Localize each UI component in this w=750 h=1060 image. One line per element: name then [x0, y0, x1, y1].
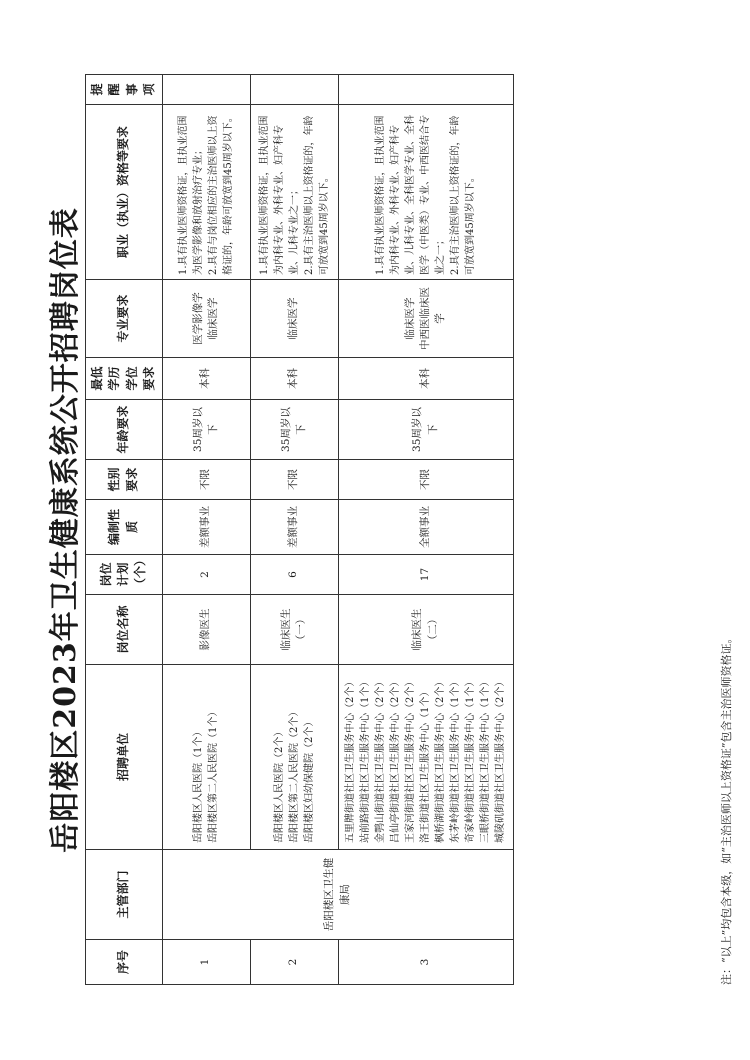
staffing-cell: 差额事业	[250, 500, 338, 555]
age-cell: 35周岁以下	[250, 400, 338, 460]
page-title: 岳阳楼区2023年卫生健康系统公开招聘岗位表	[48, 207, 83, 853]
qualification-cell	[162, 105, 250, 280]
header-dept: 主管部门	[86, 850, 163, 940]
edu-cell: 本科	[250, 358, 338, 400]
unit-item: 岳阳楼区人民医院（2个）	[273, 726, 285, 843]
header-qual: 职业（执业）资格等要求	[86, 105, 163, 280]
gender-cell: 不限	[250, 460, 338, 500]
header-units: 招聘单位	[86, 665, 163, 850]
header-seq: 序号	[86, 940, 163, 985]
gender-cell: 不限	[162, 460, 250, 500]
row-seq: 2	[250, 940, 338, 985]
remark-cell	[250, 75, 338, 105]
qualification-item: 2.具有主治医师以上资格证的，年龄可放宽到45周岁以下。	[450, 115, 477, 275]
row-seq: 3	[338, 940, 513, 985]
gender-cell: 不限	[338, 460, 513, 500]
units-cell	[338, 665, 513, 850]
header-post: 岗位名称	[86, 595, 163, 665]
header-remark: 提醒事项	[86, 75, 163, 105]
header-edu: 最低学历学位要求	[86, 358, 163, 400]
remark-cell	[338, 75, 513, 105]
major-cell: 临床医学 中西医临床医学	[338, 280, 513, 358]
recruitment-table	[85, 74, 514, 985]
staffing-cell: 全额事业	[338, 500, 513, 555]
unit-item: 岳阳楼区第二人民医院（2个）	[288, 706, 300, 843]
edu-cell: 本科	[162, 358, 250, 400]
qualification-item: 1.具有执业医师资格证，且执业范围为内科专业、外科专业、妇产科专业、儿科专业、全科医学专业、全科医学（中医类）专业、中西医结合专业之一；	[375, 115, 447, 275]
qualification-item: 2.具有与岗位相应的主治医师以上资格证的，年龄可放宽到45周岁以下。	[208, 112, 235, 275]
qualification-item: 2.具有主治医师以上资格证的，年龄可放宽到45周岁以下。	[303, 115, 330, 275]
age-cell: 35周岁以下	[162, 400, 250, 460]
plan-cell: 2	[162, 555, 250, 595]
row-seq: 1	[162, 940, 250, 985]
remark-cell	[162, 75, 250, 105]
unit-item: 五里牌街道社区卫生服务中心（2个）	[345, 676, 357, 843]
unit-item: 奇家岭街道社区卫生服务中心（1个）	[465, 676, 477, 843]
table-row	[162, 75, 250, 985]
qualification-item: 1.具有执业医师资格证，且执业范围为内科专业、外科专业、妇产科专业、儿科专业之一；	[258, 115, 300, 275]
header-staffing: 编制性质	[86, 500, 163, 555]
major-cell: 临床医学	[250, 280, 338, 358]
unit-item: 东茅岭街道社区卫生服务中心（1个）	[450, 676, 462, 843]
qualification-item: 1.具有执业医师资格证，且执业范围为医学影像和放射治疗专业；	[178, 115, 205, 275]
units-cell	[162, 665, 250, 850]
header-age: 年龄要求	[86, 400, 163, 460]
unit-item: 城陵矶街道社区卫生服务中心（2个）	[495, 676, 507, 843]
unit-item: 金鹗山街道社区卫生服务中心（2个）	[375, 676, 387, 843]
plan-cell: 17	[338, 555, 513, 595]
header-major: 专业要求	[86, 280, 163, 358]
header-gender: 性别要求	[86, 460, 163, 500]
department-cell: 岳阳楼区卫生健康局	[162, 850, 513, 940]
post-cell: 临床医生（一）	[250, 595, 338, 665]
unit-item: 站前路街道社区卫生服务中心（1个）	[360, 676, 372, 843]
edu-cell: 本科	[338, 358, 513, 400]
unit-item: 岳阳楼区第二人民医院（1个）	[208, 706, 220, 843]
table-row	[338, 75, 513, 985]
header-row	[86, 75, 163, 985]
table-row	[250, 75, 338, 985]
units-cell	[250, 665, 338, 850]
post-cell: 影像医生	[162, 595, 250, 665]
qualification-cell	[250, 105, 338, 280]
plan-cell: 6	[250, 555, 338, 595]
unit-item: 枫桥湖街道社区卫生服务中心（2个）	[435, 676, 447, 843]
unit-item: 三眼桥街道社区卫生服务中心（1个）	[480, 676, 492, 843]
qualification-cell	[338, 105, 513, 280]
major-cell: 医学影像学 临床医学	[162, 280, 250, 358]
staffing-cell: 差额事业	[162, 500, 250, 555]
age-cell: 35周岁以下	[338, 400, 513, 460]
unit-item: 岳阳楼区人民医院（1个）	[193, 726, 205, 843]
header-plan: 岗位计划（个）	[86, 555, 163, 595]
footnote: 注：“以上”均包含本级，如“主治医师以上资格证”包含主治医师资格证。	[720, 632, 733, 985]
unit-item: 吕仙亭街道社区卫生服务中心（2个）	[390, 676, 402, 843]
unit-item: 王家河街道社区卫生服务中心（2个）	[405, 676, 417, 843]
unit-item: 岳阳楼区妇幼保健院（2个）	[303, 716, 315, 843]
post-cell: 临床医生（二）	[338, 595, 513, 665]
unit-item: 洛王街道社区卫生服务中心（1个）	[420, 686, 432, 843]
